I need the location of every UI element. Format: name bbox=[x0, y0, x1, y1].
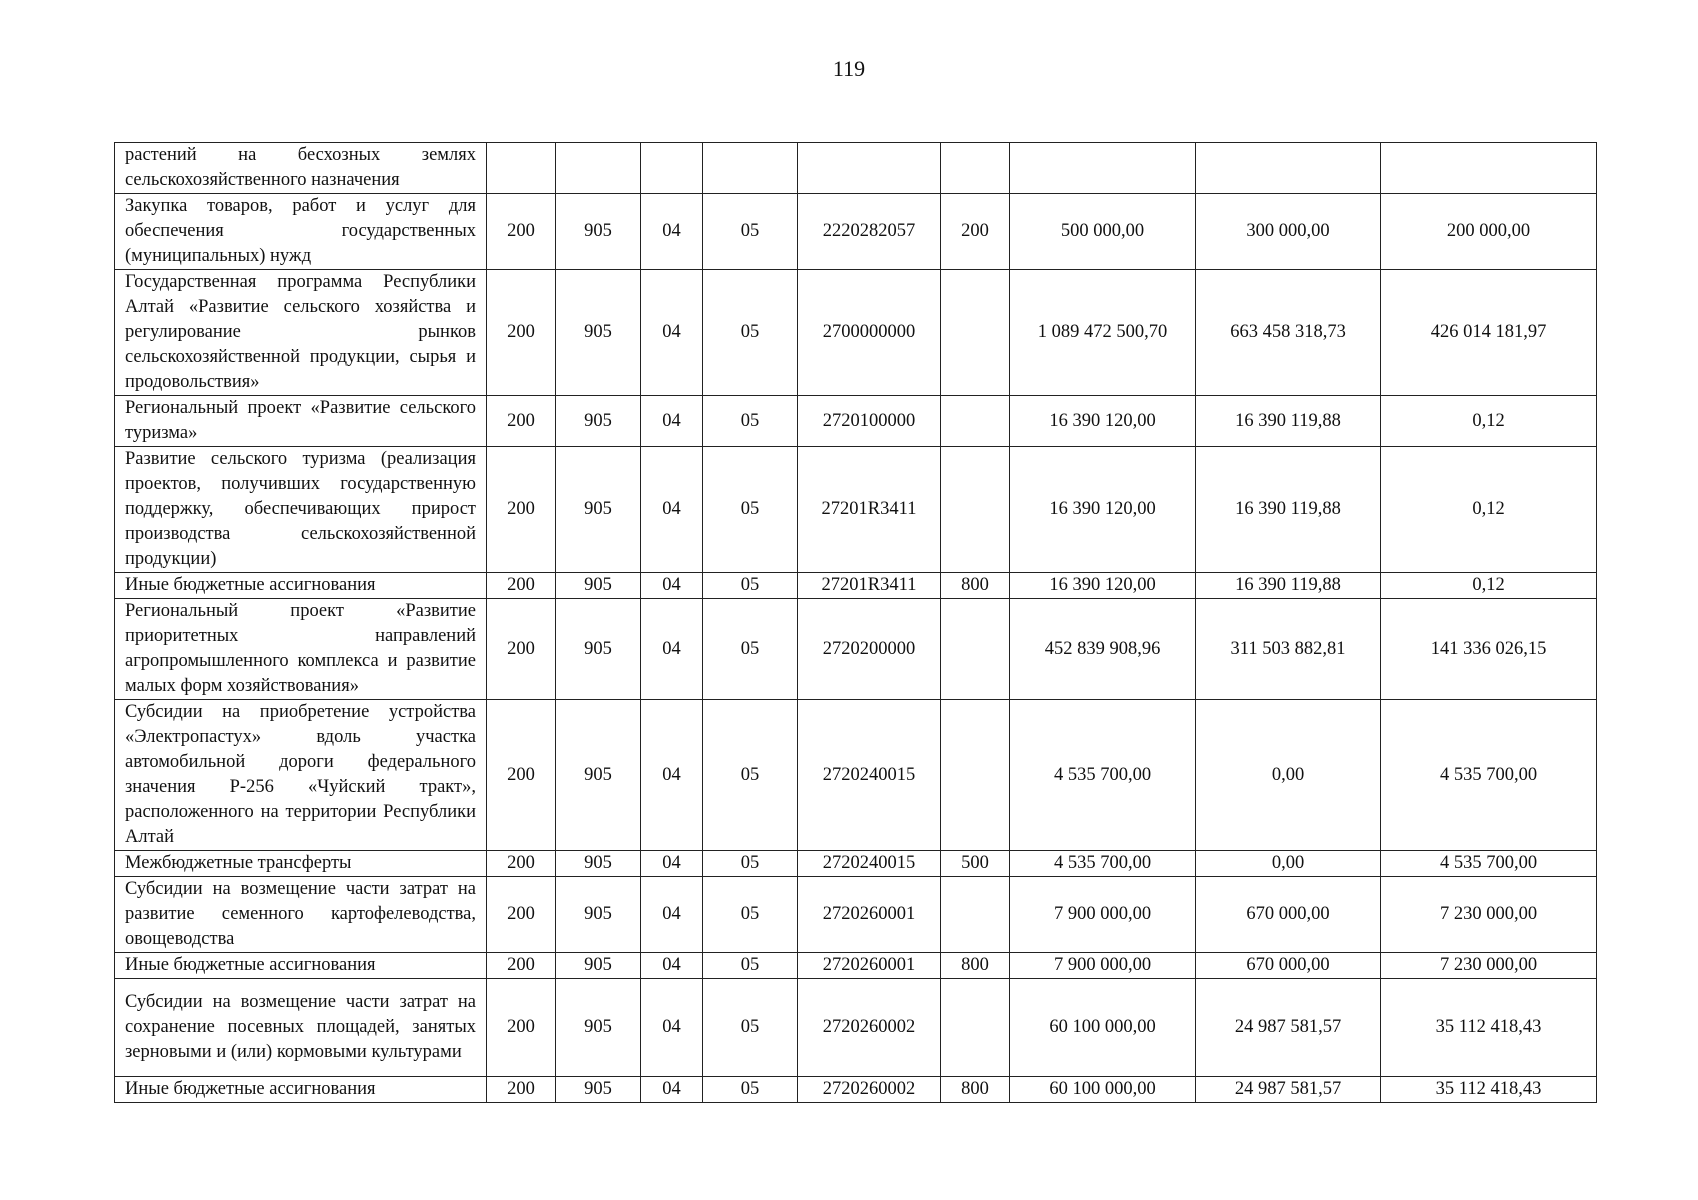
cell-code-200 bbox=[487, 143, 556, 194]
cell-amount-total: 1 089 472 500,70 bbox=[1010, 270, 1196, 396]
cell-expense-type bbox=[941, 270, 1010, 396]
cell-section: 04 bbox=[641, 851, 703, 877]
cell-amount-federal: 300 000,00 bbox=[1196, 194, 1381, 270]
cell-section bbox=[641, 143, 703, 194]
cell-section: 04 bbox=[641, 877, 703, 953]
cell-subsection: 05 bbox=[703, 851, 798, 877]
budget-table bbox=[114, 142, 1597, 1103]
cell-subsection: 05 bbox=[703, 573, 798, 599]
cell-section: 04 bbox=[641, 573, 703, 599]
cell-expense-type: 200 bbox=[941, 194, 1010, 270]
cell-section: 04 bbox=[641, 700, 703, 851]
cell-ministry-code: 905 bbox=[556, 979, 641, 1077]
cell-ministry-code: 905 bbox=[556, 447, 641, 573]
cell-amount-total: 500 000,00 bbox=[1010, 194, 1196, 270]
cell-amount-regional: 35 112 418,43 bbox=[1381, 1077, 1597, 1103]
cell-section: 04 bbox=[641, 447, 703, 573]
cell-amount-total: 7 900 000,00 bbox=[1010, 877, 1196, 953]
cell-code-200: 200 bbox=[487, 573, 556, 599]
cell-amount-regional: 0,12 bbox=[1381, 447, 1597, 573]
cell-expense-type: 800 bbox=[941, 573, 1010, 599]
cell-amount-federal: 0,00 bbox=[1196, 851, 1381, 877]
cell-expense-type: 500 bbox=[941, 851, 1010, 877]
cell-amount-federal: 670 000,00 bbox=[1196, 953, 1381, 979]
cell-amount-regional: 4 535 700,00 bbox=[1381, 700, 1597, 851]
row-description: Межбюджетные трансферты bbox=[115, 851, 487, 877]
cell-subsection: 05 bbox=[703, 979, 798, 1077]
cell-amount-total: 16 390 120,00 bbox=[1010, 396, 1196, 447]
cell-amount-federal bbox=[1196, 143, 1381, 194]
cell-amount-regional: 0,12 bbox=[1381, 573, 1597, 599]
cell-amount-regional: 0,12 bbox=[1381, 396, 1597, 447]
cell-code-200: 200 bbox=[487, 700, 556, 851]
cell-code-200: 200 bbox=[487, 396, 556, 447]
row-description: Субсидии на возмещение части затрат на сохранение посевных площадей, занятых зерновыми и (или) кормовыми культурами bbox=[115, 979, 487, 1077]
cell-target-article bbox=[798, 143, 941, 194]
cell-ministry-code: 905 bbox=[556, 953, 641, 979]
row-description: Субсидии на приобретение устройства «Электропастух» вдоль участка автомобильной дороги федерального значения Р-256 «Чуйский тракт», расположенного на территории Республики Алтай bbox=[115, 700, 487, 851]
cell-target-article: 2720260002 bbox=[798, 1077, 941, 1103]
cell-amount-regional: 7 230 000,00 bbox=[1381, 877, 1597, 953]
cell-target-article: 2700000000 bbox=[798, 270, 941, 396]
cell-amount-total: 16 390 120,00 bbox=[1010, 447, 1196, 573]
cell-amount-regional: 4 535 700,00 bbox=[1381, 851, 1597, 877]
cell-ministry-code: 905 bbox=[556, 851, 641, 877]
table-row bbox=[115, 270, 1597, 396]
cell-amount-regional: 35 112 418,43 bbox=[1381, 979, 1597, 1077]
table-row bbox=[115, 1077, 1597, 1103]
cell-ministry-code: 905 bbox=[556, 877, 641, 953]
cell-ministry-code: 905 bbox=[556, 396, 641, 447]
cell-amount-regional: 200 000,00 bbox=[1381, 194, 1597, 270]
cell-code-200: 200 bbox=[487, 447, 556, 573]
table-row bbox=[115, 953, 1597, 979]
table-row bbox=[115, 979, 1597, 1077]
cell-amount-total: 7 900 000,00 bbox=[1010, 953, 1196, 979]
table-row bbox=[115, 143, 1597, 194]
cell-amount-federal: 0,00 bbox=[1196, 700, 1381, 851]
cell-target-article: 2720200000 bbox=[798, 599, 941, 700]
cell-subsection: 05 bbox=[703, 447, 798, 573]
cell-amount-total: 4 535 700,00 bbox=[1010, 700, 1196, 851]
page-number: 119 bbox=[832, 56, 866, 81]
row-description: Региональный проект «Развитие сельского туризма» bbox=[115, 396, 487, 447]
cell-target-article: 2220282057 bbox=[798, 194, 941, 270]
cell-code-200: 200 bbox=[487, 1077, 556, 1103]
cell-amount-total: 60 100 000,00 bbox=[1010, 979, 1196, 1077]
cell-target-article: 27201R3411 bbox=[798, 447, 941, 573]
cell-section: 04 bbox=[641, 1077, 703, 1103]
cell-subsection: 05 bbox=[703, 1077, 798, 1103]
cell-expense-type bbox=[941, 700, 1010, 851]
cell-expense-type bbox=[941, 979, 1010, 1077]
cell-code-200: 200 bbox=[487, 953, 556, 979]
cell-amount-regional: 141 336 026,15 bbox=[1381, 599, 1597, 700]
cell-code-200: 200 bbox=[487, 599, 556, 700]
cell-section: 04 bbox=[641, 599, 703, 700]
cell-expense-type bbox=[941, 877, 1010, 953]
cell-subsection: 05 bbox=[703, 396, 798, 447]
cell-ministry-code: 905 bbox=[556, 194, 641, 270]
cell-subsection: 05 bbox=[703, 194, 798, 270]
cell-section: 04 bbox=[641, 270, 703, 396]
cell-code-200: 200 bbox=[487, 979, 556, 1077]
table-row bbox=[115, 573, 1597, 599]
cell-amount-regional: 7 230 000,00 bbox=[1381, 953, 1597, 979]
cell-expense-type: 800 bbox=[941, 1077, 1010, 1103]
cell-amount-federal: 16 390 119,88 bbox=[1196, 396, 1381, 447]
cell-ministry-code: 905 bbox=[556, 270, 641, 396]
row-description: растений на бесхозных землях сельскохозяйственного назначения bbox=[115, 143, 487, 194]
cell-target-article: 2720260001 bbox=[798, 953, 941, 979]
table-row bbox=[115, 851, 1597, 877]
table-body bbox=[115, 143, 1597, 1103]
row-description: Закупка товаров, работ и услуг для обеспечения государственных (муниципальных) нужд bbox=[115, 194, 487, 270]
cell-subsection: 05 bbox=[703, 700, 798, 851]
cell-section: 04 bbox=[641, 396, 703, 447]
cell-subsection: 05 bbox=[703, 599, 798, 700]
cell-subsection bbox=[703, 143, 798, 194]
row-description: Развитие сельского туризма (реализация проектов, получивших государственную поддержку, обеспечивающих прирост производства сельскохозяйственной продукции) bbox=[115, 447, 487, 573]
cell-expense-type bbox=[941, 396, 1010, 447]
row-description: Государственная программа Республики Алтай «Развитие сельского хозяйства и регулирование рынков сельскохозяйственной продукции, сырья и продовольствия» bbox=[115, 270, 487, 396]
cell-ministry-code: 905 bbox=[556, 1077, 641, 1103]
cell-amount-total: 4 535 700,00 bbox=[1010, 851, 1196, 877]
table-row bbox=[115, 194, 1597, 270]
cell-code-200: 200 bbox=[487, 270, 556, 396]
cell-amount-total: 16 390 120,00 bbox=[1010, 573, 1196, 599]
cell-amount-regional: 426 014 181,97 bbox=[1381, 270, 1597, 396]
row-description: Региональный проект «Развитие приоритетных направлений агропромышленного комплекса и развитие малых форм хозяйствования» bbox=[115, 599, 487, 700]
cell-code-200: 200 bbox=[487, 877, 556, 953]
cell-subsection: 05 bbox=[703, 877, 798, 953]
cell-target-article: 2720260002 bbox=[798, 979, 941, 1077]
row-description: Иные бюджетные ассигнования bbox=[115, 1077, 487, 1103]
row-description: Субсидии на возмещение части затрат на развитие семенного картофелеводства, овощеводства bbox=[115, 877, 487, 953]
cell-ministry-code: 905 bbox=[556, 599, 641, 700]
table-row bbox=[115, 396, 1597, 447]
cell-amount-federal: 663 458 318,73 bbox=[1196, 270, 1381, 396]
table-row bbox=[115, 877, 1597, 953]
cell-amount-federal: 24 987 581,57 bbox=[1196, 979, 1381, 1077]
table-row bbox=[115, 599, 1597, 700]
cell-amount-total: 60 100 000,00 bbox=[1010, 1077, 1196, 1103]
cell-target-article: 2720260001 bbox=[798, 877, 941, 953]
cell-amount-federal: 16 390 119,88 bbox=[1196, 447, 1381, 573]
cell-section: 04 bbox=[641, 953, 703, 979]
row-description: Иные бюджетные ассигнования bbox=[115, 573, 487, 599]
table-row bbox=[115, 700, 1597, 851]
cell-amount-total bbox=[1010, 143, 1196, 194]
cell-expense-type: 800 bbox=[941, 953, 1010, 979]
cell-expense-type bbox=[941, 447, 1010, 573]
cell-amount-federal: 311 503 882,81 bbox=[1196, 599, 1381, 700]
cell-amount-federal: 670 000,00 bbox=[1196, 877, 1381, 953]
cell-target-article: 2720240015 bbox=[798, 700, 941, 851]
cell-code-200: 200 bbox=[487, 194, 556, 270]
cell-ministry-code: 905 bbox=[556, 573, 641, 599]
cell-section: 04 bbox=[641, 194, 703, 270]
cell-code-200: 200 bbox=[487, 851, 556, 877]
cell-amount-federal: 24 987 581,57 bbox=[1196, 1077, 1381, 1103]
cell-section: 04 bbox=[641, 979, 703, 1077]
table-row bbox=[115, 447, 1597, 573]
cell-ministry-code: 905 bbox=[556, 700, 641, 851]
cell-amount-federal: 16 390 119,88 bbox=[1196, 573, 1381, 599]
cell-target-article: 2720100000 bbox=[798, 396, 941, 447]
cell-target-article: 2720240015 bbox=[798, 851, 941, 877]
cell-subsection: 05 bbox=[703, 953, 798, 979]
cell-amount-total: 452 839 908,96 bbox=[1010, 599, 1196, 700]
cell-expense-type bbox=[941, 143, 1010, 194]
cell-ministry-code bbox=[556, 143, 641, 194]
cell-subsection: 05 bbox=[703, 270, 798, 396]
cell-target-article: 27201R3411 bbox=[798, 573, 941, 599]
cell-expense-type bbox=[941, 599, 1010, 700]
cell-amount-regional bbox=[1381, 143, 1597, 194]
row-description: Иные бюджетные ассигнования bbox=[115, 953, 487, 979]
